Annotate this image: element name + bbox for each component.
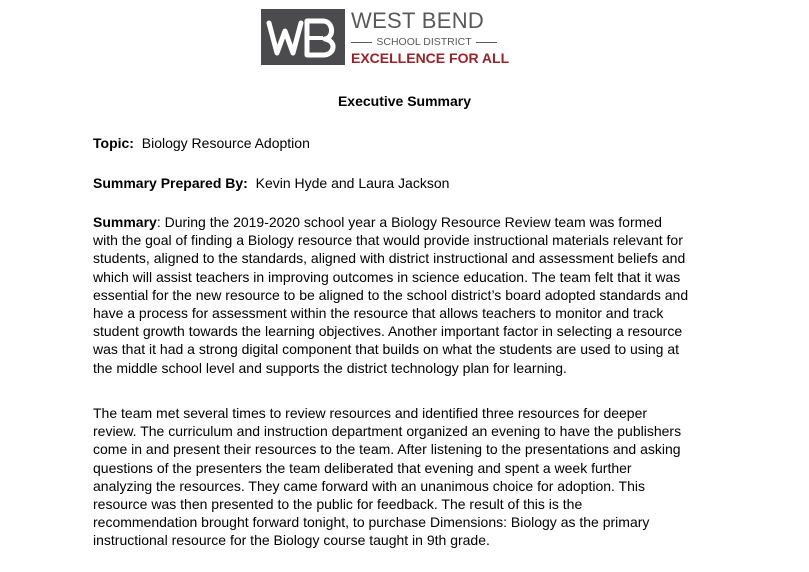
paragraph-line: come in and present their resources to the team. After listening to the presentations and asking — [93, 441, 681, 458]
prepared-by-field — [93, 174, 449, 192]
logo-rule-right — [476, 42, 497, 43]
topic-field — [93, 134, 310, 152]
paragraph-line: have a process for assessment within the resource that allows teachers to monitor and track — [93, 305, 664, 322]
paragraph-line: review. The curriculum and instruction department organized an evening to have the publishers — [93, 423, 682, 440]
paragraph-line: essential for the new resource to be aligned to the school district’s board adopted standards and — [93, 286, 689, 303]
paragraph-line: which will assist teachers in improving outcomes in science education. The team felt that it was — [93, 268, 681, 285]
topic-value: Biology Resource Adoption — [141, 135, 310, 151]
paragraph-line: resource was then presented to the public for feedback. The result of this is the — [93, 496, 583, 513]
process-paragraph — [93, 404, 733, 550]
paragraph-line — [93, 213, 733, 231]
paragraph-line: student growth towards the learning objectives. Another important factor in selecting a resource — [93, 323, 683, 340]
document-title: Executive Summary — [337, 93, 472, 109]
logo-subtitle: SCHOOL DISTRICT — [376, 36, 472, 48]
paragraph-line: instructional resource for the Biology course taught in 9th grade. — [93, 532, 490, 549]
wb-logo-mark — [261, 9, 345, 65]
topic-label: Topic: — [93, 135, 134, 151]
paragraph-line: recommendation brought forward tonight, to purchase Dimensions: Biology as the primary — [93, 514, 650, 531]
logo-subtitle-row — [351, 36, 497, 48]
logo-rule-left — [351, 42, 372, 43]
paragraph-line: questions of the presenters the team deliberated that evening and spent a week further — [93, 459, 632, 476]
summary-label: Summary — [93, 214, 157, 230]
paragraph-line: The team met several times to review resources and identified three resources for deeper — [93, 405, 648, 421]
paragraph-line: was that it had a strong digital component that builds on what the students are used to using at — [93, 341, 680, 358]
district-logo — [261, 8, 510, 66]
paragraph-line: the middle school level and supports the district technology plan for learning. — [93, 359, 567, 376]
paragraph-line: students, aligned to the standards, aligned with district instructional and assessment beliefs and — [93, 250, 686, 267]
logo-tagline: EXCELLENCE FOR ALL — [351, 50, 510, 66]
summary-paragraph — [93, 213, 733, 377]
prepared-by-label: Summary Prepared By: — [93, 175, 248, 191]
paragraph-line: analyzing the resources. They came forward with an unanimous choice for adoption. This — [93, 477, 646, 494]
prepared-by-value: Kevin Hyde and Laura Jackson — [255, 175, 450, 191]
logo-district-name: WEST BEND — [351, 8, 485, 33]
paragraph-line: with the goal of finding a Biology resource that would provide instructional materials relevant for — [93, 232, 683, 249]
paragraph-line-text: : During the 2019-2020 school year a Biology Resource Review team was formed — [156, 214, 662, 230]
